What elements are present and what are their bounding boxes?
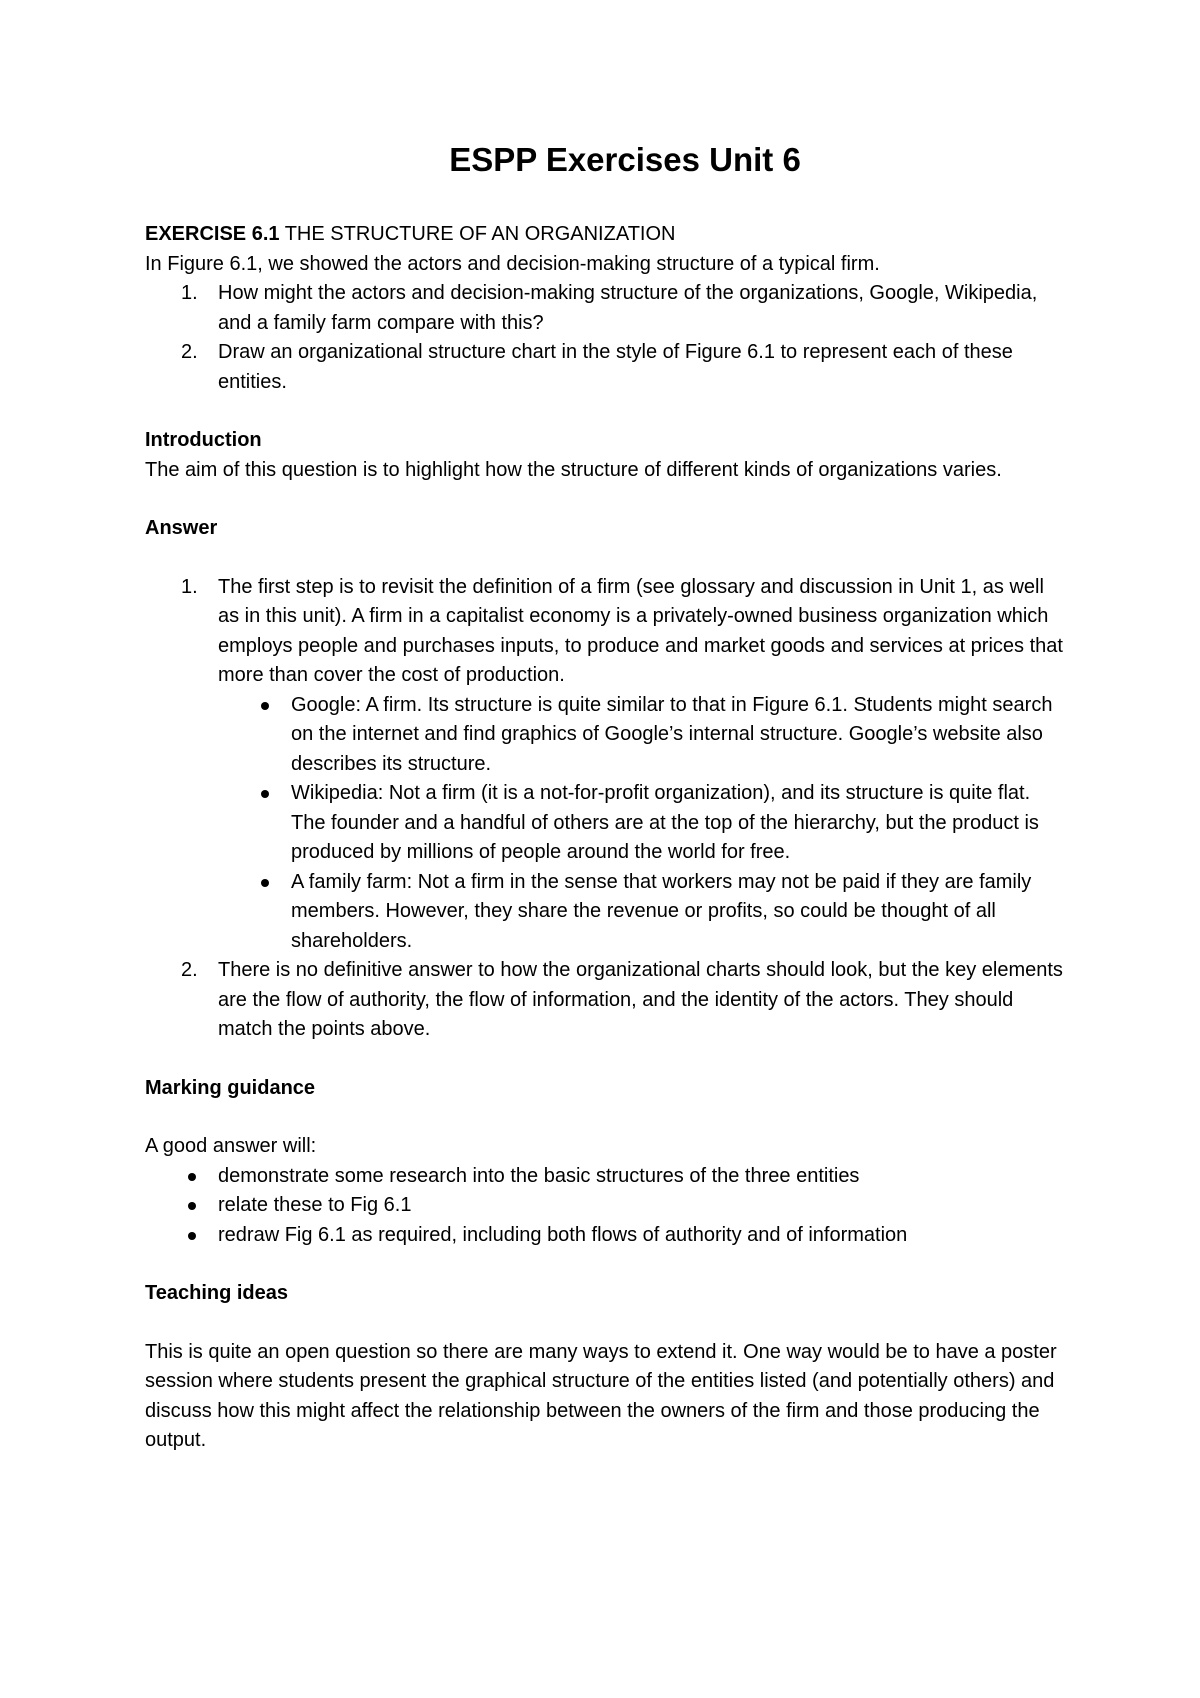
marking-lead: A good answer will: xyxy=(145,1135,317,1157)
bullet-icon xyxy=(261,879,269,887)
list-item xyxy=(145,779,1065,868)
bullet-text: Wikipedia: Not a firm (it is a not-for-profit organization), and its structure is quite flat. The founder and a handful of others are at the top of the hierarchy, but the product is produced by millions of people around the world for free. xyxy=(291,782,1039,863)
answer-number: 2. xyxy=(181,959,198,981)
bullet-icon xyxy=(188,1173,196,1181)
answer-list xyxy=(145,573,1065,691)
exercise-title: THE STRUCTURE OF AN ORGANIZATION xyxy=(279,223,676,245)
answer-item xyxy=(145,573,1065,691)
introduction-heading: Introduction xyxy=(145,429,262,451)
bullet-text: demonstrate some research into the basic structures of the three entities xyxy=(218,1164,860,1187)
list-item xyxy=(145,868,1065,957)
question-text: How might the actors and decision-making structure of the organizations, Google, Wikipedia, and a family farm compare with this? xyxy=(218,282,1038,334)
marking-heading: Marking guidance xyxy=(145,1076,316,1099)
exercise-questions xyxy=(145,279,1065,397)
marking-bullets xyxy=(145,1162,1065,1251)
teaching-heading: Teaching ideas xyxy=(145,1282,289,1304)
teaching-text: This is quite an open question so there are many ways to extend it. One way would be to have a poster session where students present the graphical structure of the entities listed (and potentially others) and discuss how this might affect the relationship between the owners of the firm and those producing the output. xyxy=(145,1340,1057,1451)
bullet-icon xyxy=(261,702,269,710)
bullet-icon xyxy=(261,790,269,798)
list-item xyxy=(145,1162,1065,1192)
bullet-text: redraw Fig 6.1 as required, including both flows of authority and of information xyxy=(218,1223,908,1246)
exercise-heading xyxy=(145,220,1065,250)
question-number: 2. xyxy=(181,341,198,363)
list-item xyxy=(145,1221,1065,1251)
answer-text: There is no definitive answer to how the organizational charts should look, but the key elements are the flow of authority, the flow of information, and the identity of the actors. They should match the points above. xyxy=(218,959,1063,1040)
question-number: 1. xyxy=(181,282,198,304)
question-item xyxy=(145,279,1065,338)
answer-bullets xyxy=(145,691,1065,957)
answer-heading: Answer xyxy=(145,517,218,539)
question-text: Draw an organizational structure chart in the style of Figure 6.1 to represent each of these entities. xyxy=(218,341,1013,393)
question-item xyxy=(145,338,1065,397)
document-page xyxy=(145,140,1065,1456)
answer-number: 1. xyxy=(181,575,198,598)
bullet-icon xyxy=(188,1232,196,1240)
list-item xyxy=(145,691,1065,780)
answer-text: The first step is to revisit the definition of a firm (see glossary and discussion in Unit 1, as well as in this unit). A firm in a capitalist economy is a privately-owned business organization which employs people and purchases inputs, to produce and market goods and services at prices that more than cover the cost of production. xyxy=(218,575,1063,686)
answer-list-continued xyxy=(145,956,1065,1045)
bullet-icon xyxy=(188,1202,196,1210)
exercise-label: EXERCISE 6.1 xyxy=(145,223,280,245)
exercise-intro: In Figure 6.1, we showed the actors and decision-making structure of a typical firm. xyxy=(145,252,880,275)
bullet-text: Google: A firm. Its structure is quite similar to that in Figure 6.1. Students might search on the internet and find graphics of Google’s internal structure. Google’s website also describes its structure. xyxy=(291,693,1053,775)
bullet-text: relate these to Fig 6.1 xyxy=(218,1194,412,1216)
answer-item xyxy=(145,956,1065,1045)
introduction-text: The aim of this question is to highlight how the structure of different kinds of organizations varies. xyxy=(145,458,1002,481)
page-title: ESPP Exercises Unit 6 xyxy=(449,141,801,178)
bullet-text: A family farm: Not a firm in the sense that workers may not be paid if they are family members. However, they share the revenue or profits, so could be thought of all shareholders. xyxy=(291,870,1032,952)
list-item xyxy=(145,1191,1065,1221)
